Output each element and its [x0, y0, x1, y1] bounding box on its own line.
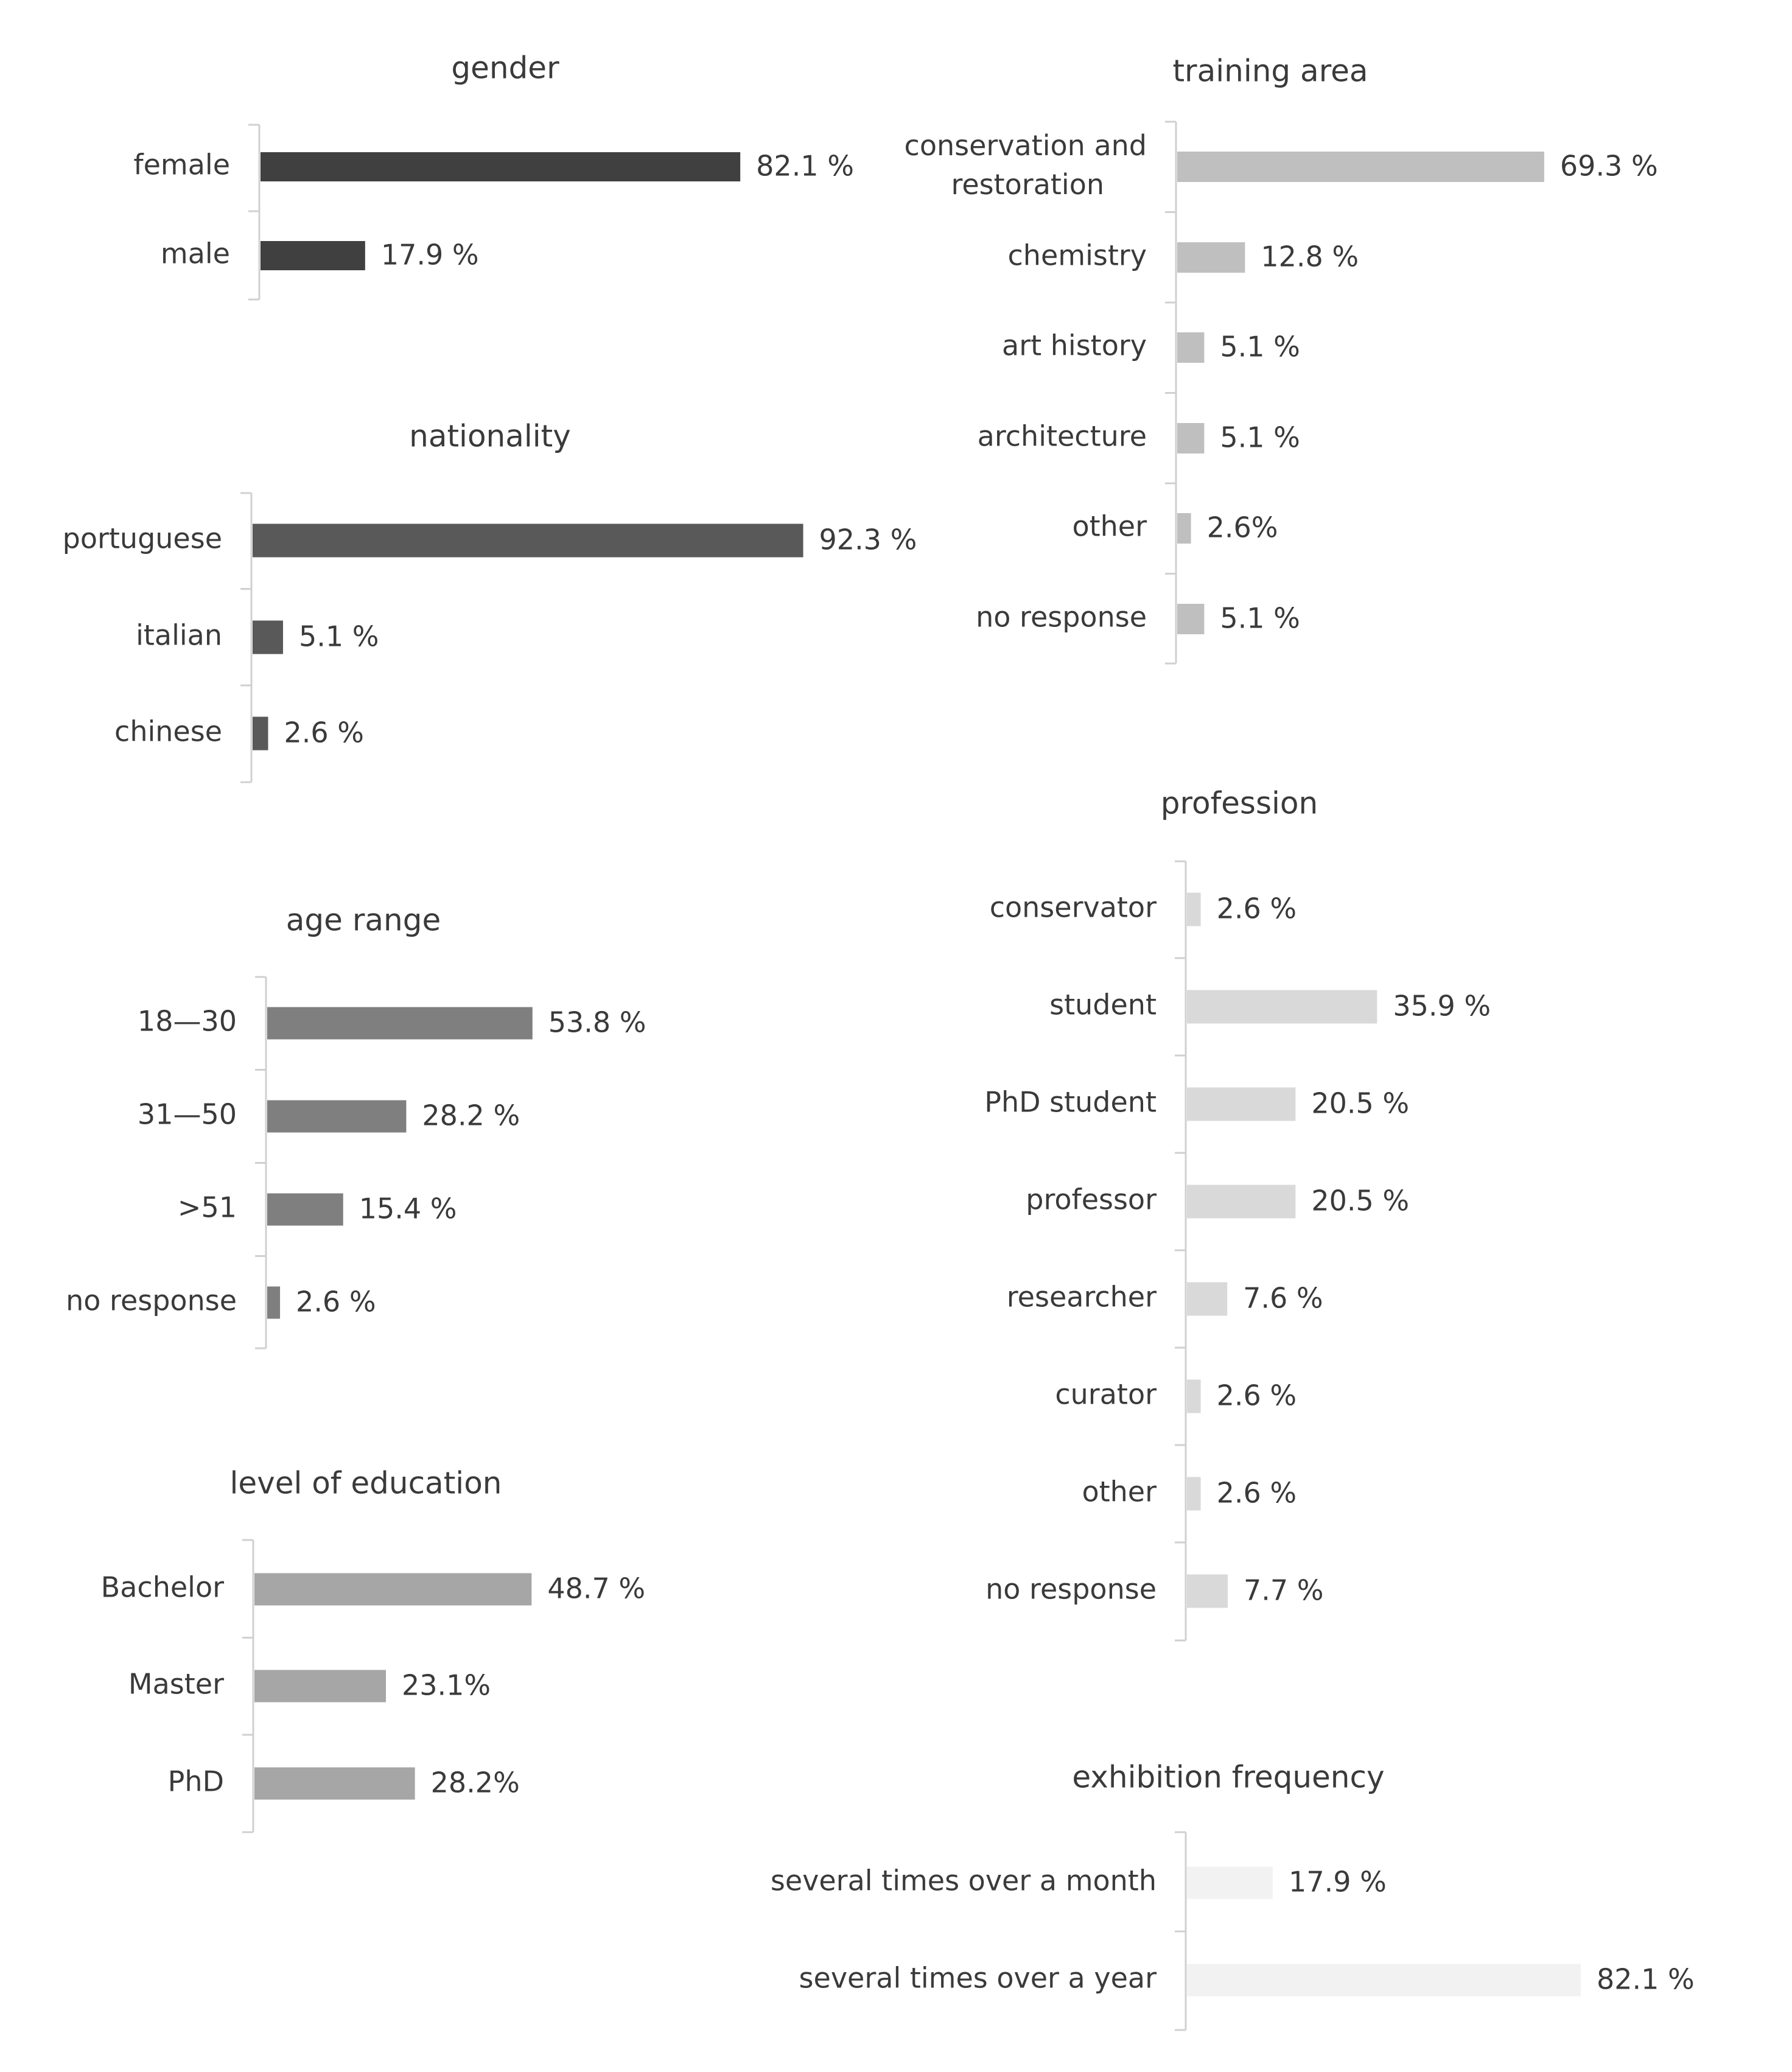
value-label: 15.4 % — [359, 1192, 457, 1225]
value-label: 48.7 % — [547, 1572, 646, 1605]
category-label: Master — [128, 1667, 224, 1701]
value-label: 7.7 % — [1243, 1573, 1324, 1607]
bar-training-area-3 — [1177, 423, 1204, 453]
bar-exhibition-frequency-0 — [1187, 1867, 1273, 1899]
category-label: PhD student — [984, 1085, 1157, 1119]
category-label: Bachelor — [100, 1570, 224, 1604]
bar-profession-6 — [1187, 1477, 1201, 1511]
value-label: 53.8 % — [548, 1006, 646, 1039]
bar-nationality-0 — [253, 524, 803, 558]
value-label: 17.9 % — [380, 238, 479, 271]
bar-level-of-education-0 — [254, 1573, 531, 1606]
value-label: 2.6 % — [1216, 892, 1297, 925]
bar-training-area-1 — [1177, 242, 1245, 273]
category-label: art history — [1002, 329, 1147, 362]
category-label: curator — [1055, 1377, 1157, 1411]
value-label: 28.2 % — [422, 1099, 520, 1132]
category-label: italian — [136, 618, 222, 652]
chart-title: training area — [1172, 53, 1368, 89]
category-label: 31—50 — [137, 1097, 237, 1131]
category-label: chinese — [114, 715, 222, 748]
category-label: conservator — [989, 891, 1157, 924]
value-label: 7.6 % — [1243, 1281, 1323, 1315]
value-label: 5.1 % — [1220, 330, 1300, 363]
value-label: 28.2% — [430, 1766, 520, 1799]
category-label: several times over a month — [770, 1864, 1157, 1897]
chart-level-of-education — [101, 1466, 645, 1833]
bar-age-range-2 — [267, 1194, 343, 1226]
category-label: other — [1072, 509, 1147, 543]
chart-exhibition-frequency — [771, 1760, 1695, 2031]
bar-nationality-2 — [253, 717, 268, 751]
value-label: 5.1 % — [298, 620, 379, 653]
category-label: professor — [1026, 1183, 1157, 1216]
bar-profession-2 — [1187, 1088, 1295, 1121]
value-label: 35.9 % — [1393, 989, 1491, 1023]
chart-title: nationality — [409, 418, 571, 454]
chart-title: gender — [451, 50, 559, 86]
value-label: 12.8 % — [1261, 240, 1359, 273]
bar-profession-4 — [1187, 1283, 1227, 1316]
category-label: researcher — [1006, 1280, 1157, 1314]
category-label: conservation and restoration — [904, 128, 1147, 201]
category-label: no response — [66, 1284, 237, 1317]
category-label: architecture — [977, 419, 1147, 453]
category-label: chemistry — [1007, 239, 1147, 272]
bar-level-of-education-1 — [254, 1670, 386, 1703]
bar-training-area-5 — [1177, 604, 1204, 634]
category-label: female — [133, 148, 230, 181]
category-label: 18—30 — [137, 1004, 237, 1038]
value-label: 2.6 % — [296, 1285, 376, 1318]
chart-nationality — [63, 419, 917, 783]
value-label: 69.3 % — [1559, 149, 1658, 183]
value-label: 20.5 % — [1311, 1184, 1410, 1217]
category-label: several times over a year — [799, 1961, 1157, 1995]
chart-profession — [984, 786, 1491, 1641]
category-label: portuguese — [62, 522, 222, 555]
bar-training-area-2 — [1177, 332, 1204, 363]
bar-gender-0 — [261, 152, 740, 181]
category-label: PhD — [167, 1765, 224, 1798]
value-label: 2.6 % — [1216, 1379, 1297, 1412]
bar-profession-5 — [1187, 1380, 1201, 1413]
chart-title: level of education — [229, 1465, 502, 1501]
category-label: no response — [985, 1572, 1157, 1606]
value-label: 23.1% — [401, 1668, 491, 1702]
bar-profession-0 — [1187, 893, 1201, 926]
chart-title: exhibition frequency — [1072, 1759, 1385, 1795]
category-label: no response — [976, 600, 1147, 634]
bar-age-range-0 — [267, 1007, 533, 1040]
value-label: 82.1 % — [756, 149, 854, 183]
value-label: 17.9 % — [1289, 1865, 1387, 1899]
bar-training-area-0 — [1177, 152, 1544, 182]
value-label: 5.1 % — [1220, 421, 1300, 454]
chart-training-area — [905, 54, 1658, 664]
bar-profession-3 — [1187, 1185, 1295, 1219]
bar-profession-1 — [1187, 990, 1377, 1024]
category-label: other — [1082, 1475, 1157, 1508]
category-label: >51 — [177, 1191, 237, 1224]
chart-title: profession — [1160, 785, 1318, 821]
bar-nationality-1 — [253, 621, 283, 654]
bar-gender-1 — [261, 241, 365, 270]
bar-age-range-1 — [267, 1101, 406, 1133]
chart-age-range — [66, 903, 646, 1349]
value-label: 20.5 % — [1311, 1087, 1410, 1120]
category-label: student — [1049, 988, 1157, 1021]
bar-training-area-4 — [1177, 513, 1191, 544]
value-label: 2.6 % — [1216, 1476, 1297, 1510]
value-label: 2.6 % — [284, 716, 364, 749]
value-label: 82.1 % — [1596, 1962, 1695, 1996]
bar-profession-7 — [1187, 1575, 1228, 1608]
bar-exhibition-frequency-1 — [1187, 1964, 1581, 1997]
bar-level-of-education-2 — [254, 1768, 415, 1800]
chart-title: age range — [285, 902, 441, 938]
bar-age-range-3 — [267, 1287, 280, 1319]
category-label: male — [160, 237, 230, 270]
value-label: 92.3 % — [819, 523, 917, 556]
chart-gender — [133, 51, 854, 300]
value-label: 5.1 % — [1220, 601, 1300, 635]
value-label: 2.6% — [1206, 511, 1278, 544]
